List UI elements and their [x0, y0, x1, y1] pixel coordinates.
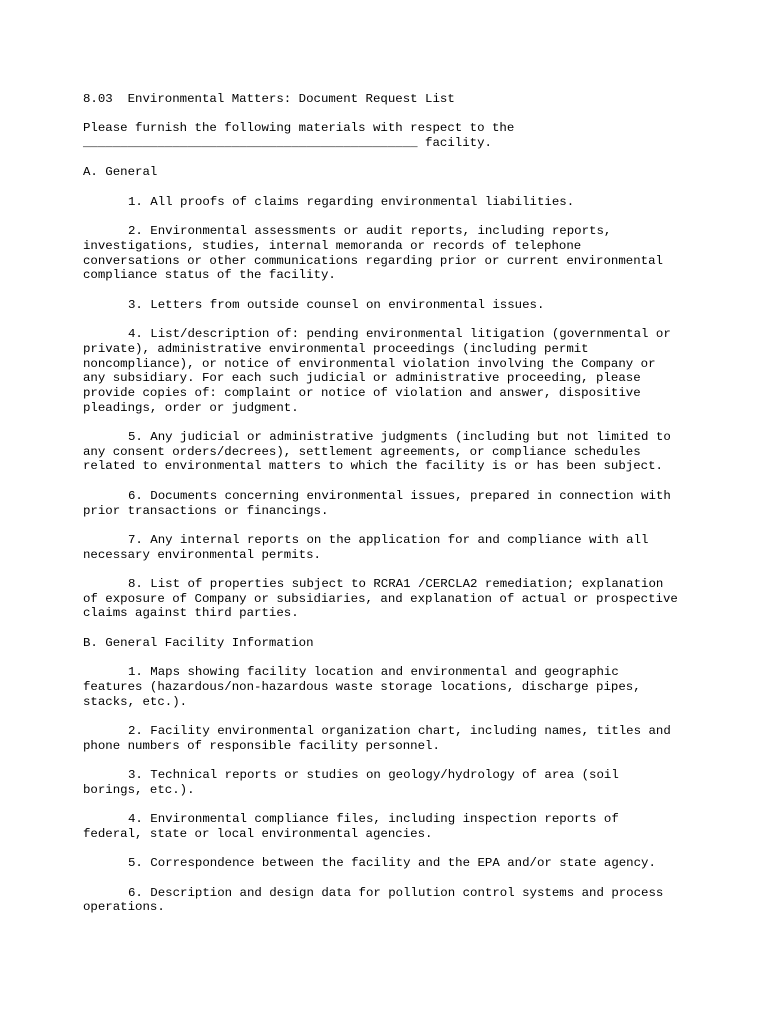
item-line: federal, state or local environmental agencies.	[83, 826, 433, 841]
section-b-heading: B. General Facility Information	[83, 635, 314, 650]
item-line: compliance status of the facility.	[83, 268, 336, 283]
item-line: 6. Documents concerning environmental issues, prepared in connection with	[128, 488, 671, 503]
item-line: 2. Environmental assessments or audit reports, including reports,	[128, 224, 612, 239]
list-item	[83, 812, 713, 841]
item-line: borings, etc.).	[83, 782, 195, 797]
item-line: pleadings, order or judgment.	[83, 400, 299, 415]
item-line: 5. Correspondence between the facility and the EPA and/or state agency.	[128, 856, 656, 871]
item-line: stacks, etc.).	[83, 694, 188, 709]
item-line: private), administrative environmental proceedings (including permit	[83, 341, 589, 356]
list-item	[83, 489, 713, 518]
document-title: 8.03 Environmental Matters: Document Request List	[83, 92, 455, 106]
item-line: prior transactions or financings.	[83, 503, 329, 518]
item-line: phone numbers of responsible facility personnel.	[83, 738, 440, 753]
item-line: conversations or other communications regarding prior or current environmental	[83, 253, 663, 268]
list-item	[83, 430, 713, 474]
item-line: 4. List/description of: pending environmental litigation (governmental or	[128, 327, 671, 342]
item-line: 1. All proofs of claims regarding environmental liabilities.	[128, 194, 575, 209]
list-item	[83, 327, 713, 415]
section-a-items	[83, 195, 713, 621]
facility-blank: _____________________________________________	[83, 136, 418, 151]
intro-paragraph	[83, 121, 713, 150]
section-a-heading: A. General	[83, 165, 158, 180]
item-line: 2. Facility environmental organization chart, including names, titles and	[128, 724, 671, 739]
item-line: 4. Environmental compliance files, including inspection reports of	[128, 812, 619, 827]
list-item	[83, 533, 713, 562]
item-line: any consent orders/decrees), settlement agreements, or compliance schedules	[83, 444, 641, 459]
item-line: provide copies of: complaint or notice of violation and answer, dispositive	[83, 385, 641, 400]
item-line: features (hazardous/non-hazardous waste storage locations, discharge pipes,	[83, 679, 641, 694]
item-line: 5. Any judicial or administrative judgments (including but not limited to	[128, 430, 671, 445]
item-line: 8. List of properties subject to RCRA1 /CERCLA2 remediation; explanation	[128, 577, 664, 592]
item-line: noncompliance), or notice of environmental violation involving the Company or	[83, 356, 656, 371]
list-item	[83, 195, 713, 210]
item-line: related to environmental matters to which the facility is or has been subject.	[83, 459, 663, 474]
item-line: investigations, studies, internal memoranda or records of telephone	[83, 238, 582, 253]
list-item	[83, 577, 713, 621]
intro-line: Please furnish the following materials with respect to the	[83, 121, 515, 136]
list-item	[83, 298, 713, 313]
item-line: operations.	[83, 900, 165, 915]
item-line: 3. Letters from outside counsel on environmental issues.	[128, 297, 545, 312]
list-item	[83, 886, 713, 915]
item-line: any subsidiary. For each such judicial or administrative proceeding, please	[83, 371, 641, 386]
item-line: necessary environmental permits.	[83, 547, 321, 562]
item-line: claims against third parties.	[83, 606, 299, 621]
list-item	[83, 665, 713, 709]
item-line: 1. Maps showing facility location and environmental and geographic	[128, 665, 619, 680]
list-item	[83, 724, 713, 753]
item-line: 3. Technical reports or studies on geology/hydrology of area (soil	[128, 768, 619, 783]
intro-facility-suffix: facility.	[417, 136, 492, 151]
item-line: 6. Description and design data for pollution control systems and process	[128, 885, 664, 900]
list-item	[83, 224, 713, 283]
document-page	[83, 92, 713, 930]
list-item	[83, 856, 713, 871]
intro-blank-line	[83, 136, 713, 151]
item-line: of exposure of Company or subsidiaries, and explanation of actual or prospective	[83, 591, 678, 606]
section-b-items	[83, 665, 713, 915]
list-item	[83, 768, 713, 797]
item-line: 7. Any internal reports on the application for and compliance with all	[128, 532, 649, 547]
